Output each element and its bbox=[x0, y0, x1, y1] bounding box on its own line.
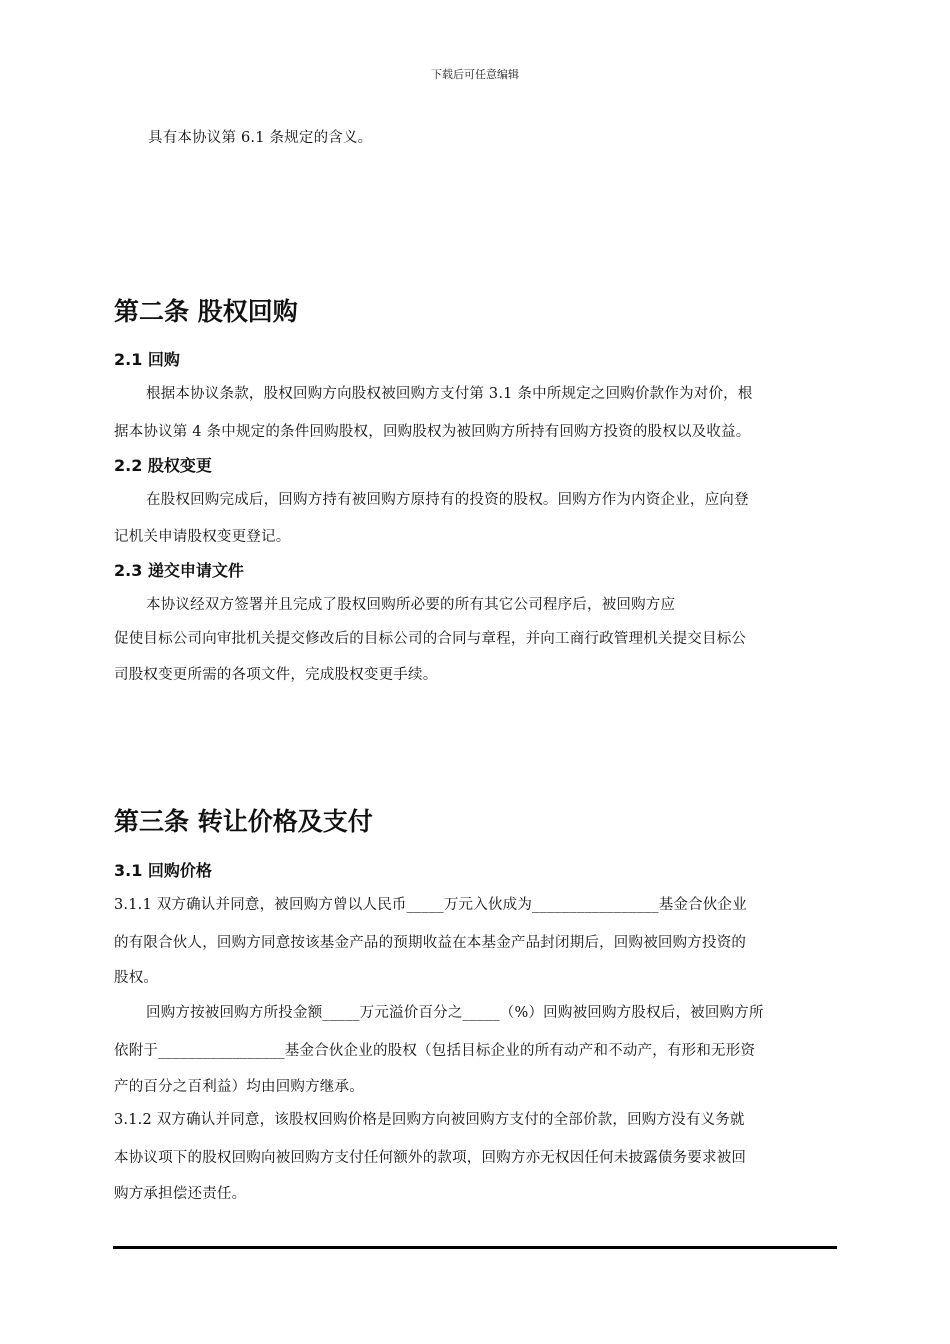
section-2-3-heading: 2.3 递交申请文件 bbox=[114, 561, 244, 580]
clause-3-1-2-line-2: 本协议项下的股权回购向被回购方支付任何额外的款项，回购方亦无权因任何未披露债务要求被回 bbox=[114, 1150, 747, 1166]
clause-3-1-1-line-3: 股权。 bbox=[114, 970, 159, 986]
section-3-1-heading: 3.1 回购价格 bbox=[114, 861, 212, 880]
section-2-1-line-2: 据本协议第 4 条中规定的条件回购股权，回购股权为被回购方所持有回购方投资的股权以及收益。 bbox=[114, 424, 751, 440]
article-3-title: 第三条 转让价格及支付 bbox=[114, 807, 373, 836]
section-2-1-heading: 2.1 回购 bbox=[114, 350, 180, 369]
clause-3-1-2-line-3: 购方承担偿还责任。 bbox=[114, 1186, 247, 1202]
section-2-1-line-1: 根据本协议条款，股权回购方向股权被回购方支付第 3.1 条中所规定之回购价款作为对价，根 bbox=[146, 386, 753, 402]
clause-3-1-1-line-2: 的有限合伙人，回购方同意按该基金产品的预期收益在本基金产品封闭期后，回购被回购方投资的 bbox=[114, 935, 747, 951]
page-header: 下载后可任意编辑 bbox=[431, 68, 519, 81]
section-2-2-heading: 2.2 股权变更 bbox=[114, 456, 212, 475]
section-2-3-line-2: 促使目标公司向审批机关提交修改后的目标公司的合同与章程，并向工商行政管理机关提交目标公 bbox=[114, 631, 747, 647]
clause-3-1-2-line-1: 3.1.2 双方确认并同意，该股权回购价格是回购方向被回购方支付的全部价款，回购方没有义务就 bbox=[114, 1112, 745, 1128]
paragraph-premium-line-1: 回购方按被回购方所投金额_____万元溢价百分之_____（%）回购被回购方股权后，被回购方所 bbox=[146, 1005, 764, 1021]
section-2-3-line-3: 司股权变更所需的各项文件，完成股权变更手续。 bbox=[114, 667, 438, 683]
paragraph-premium-line-2: 依附于_________________基金合伙企业的股权（包括目标企业的所有动产和不动产，有形和无形资 bbox=[114, 1043, 756, 1059]
paragraph-premium-line-3: 产的百分之百利益）均由回购方继承。 bbox=[114, 1079, 364, 1095]
intro-line: 具有本协议第 6.1 条规定的含义。 bbox=[148, 130, 373, 146]
section-2-2-line-2: 记机关申请股权变更登记。 bbox=[114, 529, 291, 545]
footer-rule bbox=[113, 1246, 837, 1249]
section-2-3-line-1: 本协议经双方签署并且完成了股权回购所必要的所有其它公司程序后，被回购方应 bbox=[146, 597, 676, 613]
section-2-2-line-1: 在股权回购完成后，回购方持有被回购方原持有的投资的股权。回购方作为内资企业，应向登 bbox=[146, 492, 749, 508]
article-2-title: 第二条 股权回购 bbox=[114, 297, 298, 326]
clause-3-1-1-line-1: 3.1.1 双方确认并同意，被回购方曾以人民币_____万元入伙成为_________________基金合伙企业 bbox=[114, 897, 747, 913]
